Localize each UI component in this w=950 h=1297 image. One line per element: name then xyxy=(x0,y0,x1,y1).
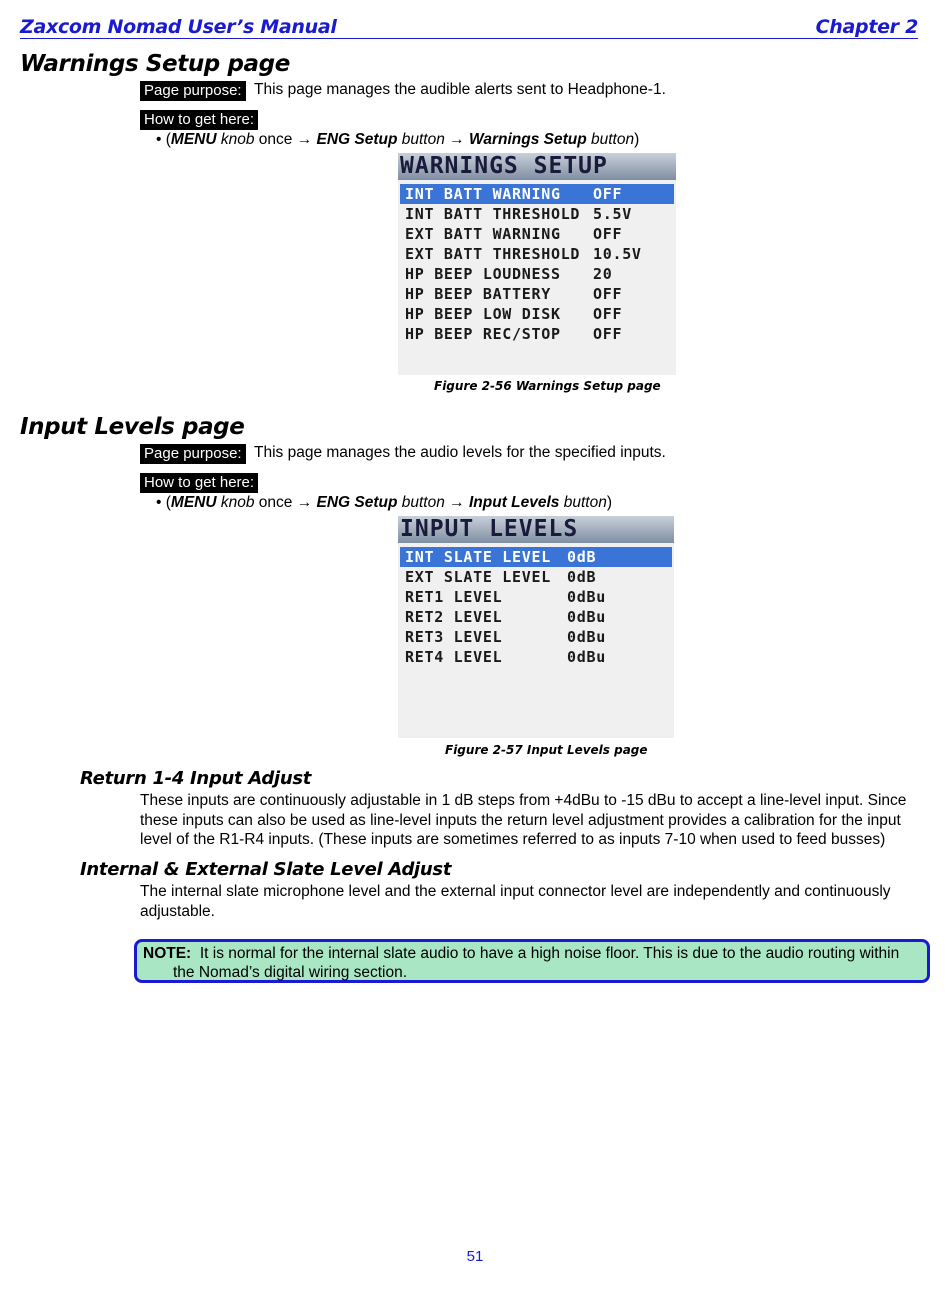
page-purpose-tag: Page purpose: xyxy=(140,81,246,101)
menu-row-label: HP BEEP REC/STOP xyxy=(405,325,561,343)
menu-row-value: 0dB xyxy=(567,568,597,586)
menu-row-label: RET4 LEVEL xyxy=(405,648,503,666)
menu-row[interactable] xyxy=(400,587,672,607)
menu-row[interactable] xyxy=(400,264,674,284)
menu-row[interactable] xyxy=(400,204,674,224)
warnings-heading: Warnings Setup page xyxy=(20,51,290,77)
menu-row[interactable] xyxy=(400,627,672,647)
menu-row-label: INT BATT THRESHOLD xyxy=(405,205,581,223)
menu-row-value: 5.5V xyxy=(593,205,632,223)
menu-row[interactable] xyxy=(400,547,672,567)
screen-title: WARNINGS SETUP xyxy=(398,153,676,180)
note-line1: NOTE: It is normal for the internal slate audio to have a high noise floor. This is due to the audio routing within xyxy=(143,945,900,962)
figure-caption: Figure 2-57 Input Levels page xyxy=(445,743,648,757)
nav-path: • (MENU knob once → ENG Setup button → Input Levels button) xyxy=(156,494,612,511)
menu-row-value: OFF xyxy=(593,225,623,243)
how-to-tag: How to get here: xyxy=(140,473,258,493)
screen-title: INPUT LEVELS xyxy=(398,516,674,543)
page-header xyxy=(20,16,918,39)
chapter-label: Chapter 2 xyxy=(815,16,918,38)
menu-row[interactable] xyxy=(400,184,674,204)
menu-row-label: HP BEEP LOUDNESS xyxy=(405,265,561,283)
menu-row-value: OFF xyxy=(593,325,623,343)
menu-row-value: OFF xyxy=(593,285,623,303)
menu-row[interactable] xyxy=(400,647,672,667)
note-line2: the Nomad’s digital wiring section. xyxy=(173,964,408,981)
menu-row-label: RET2 LEVEL xyxy=(405,608,503,626)
menu-row-label: EXT BATT THRESHOLD xyxy=(405,245,581,263)
menu-row-value: 0dBu xyxy=(567,648,606,666)
menu-row-label: RET3 LEVEL xyxy=(405,628,503,646)
menu-row-label: HP BEEP BATTERY xyxy=(405,285,551,303)
menu-row-value: 0dBu xyxy=(567,588,606,606)
menu-row-label: EXT SLATE LEVEL xyxy=(405,568,551,586)
return-adjust-body: These inputs are continuously adjustable in 1 dB steps from +4dBu to -15 dBu to accept a line-level input. Since these inputs can also be used as line-level inputs the return level adjustment provides a calibration for the input level of the R1-R4 inputs. (These inputs are sometimes referred to as inputs 7-10 when used to feed busses) xyxy=(140,792,907,848)
page-purpose-tag: Page purpose: xyxy=(140,444,246,464)
menu-row-value: OFF xyxy=(593,185,623,203)
menu-row-value: OFF xyxy=(593,305,623,323)
menu-row[interactable] xyxy=(400,607,672,627)
figure-caption: Figure 2-56 Warnings Setup page xyxy=(434,379,661,393)
warnings-setup-screen xyxy=(398,153,676,375)
note-box xyxy=(134,939,930,983)
menu-row[interactable] xyxy=(400,244,674,264)
menu-row-value: 0dB xyxy=(567,548,597,566)
manual-title: Zaxcom Nomad User’s Manual xyxy=(20,16,337,38)
page-purpose-text: This page manages the audio levels for the specified inputs. xyxy=(254,444,666,461)
menu-row-label: INT BATT WARNING xyxy=(405,185,561,203)
menu-row-value: 10.5V xyxy=(593,245,642,263)
slate-adjust-heading: Internal & External Slate Level Adjust xyxy=(80,859,452,880)
menu-list xyxy=(398,543,674,667)
how-to-tag: How to get here: xyxy=(140,110,258,130)
menu-row[interactable] xyxy=(400,324,674,344)
slate-adjust-body: The internal slate microphone level and the external input connector level are independently and continuously adjustable. xyxy=(140,883,891,920)
menu-row-value: 0dBu xyxy=(567,608,606,626)
menu-row[interactable] xyxy=(400,224,674,244)
note-label: NOTE: xyxy=(143,945,192,962)
menu-row-label: EXT BATT WARNING xyxy=(405,225,561,243)
nav-path: • (MENU knob once → ENG Setup button → Warnings Setup button) xyxy=(156,131,640,148)
menu-row-label: INT SLATE LEVEL xyxy=(405,548,551,566)
menu-row[interactable] xyxy=(400,304,674,324)
input-levels-screen xyxy=(398,516,674,738)
menu-row-value: 20 xyxy=(593,265,613,283)
input-levels-heading: Input Levels page xyxy=(20,414,245,440)
menu-row-value: 0dBu xyxy=(567,628,606,646)
menu-row-label: HP BEEP LOW DISK xyxy=(405,305,561,323)
menu-row-label: RET1 LEVEL xyxy=(405,588,503,606)
menu-row[interactable] xyxy=(400,284,674,304)
page-number: 51 xyxy=(466,1248,484,1265)
page-purpose-text: This page manages the audible alerts sent to Headphone-1. xyxy=(254,81,666,98)
menu-row[interactable] xyxy=(400,567,672,587)
return-adjust-heading: Return 1-4 Input Adjust xyxy=(80,768,312,789)
menu-list xyxy=(398,180,676,344)
